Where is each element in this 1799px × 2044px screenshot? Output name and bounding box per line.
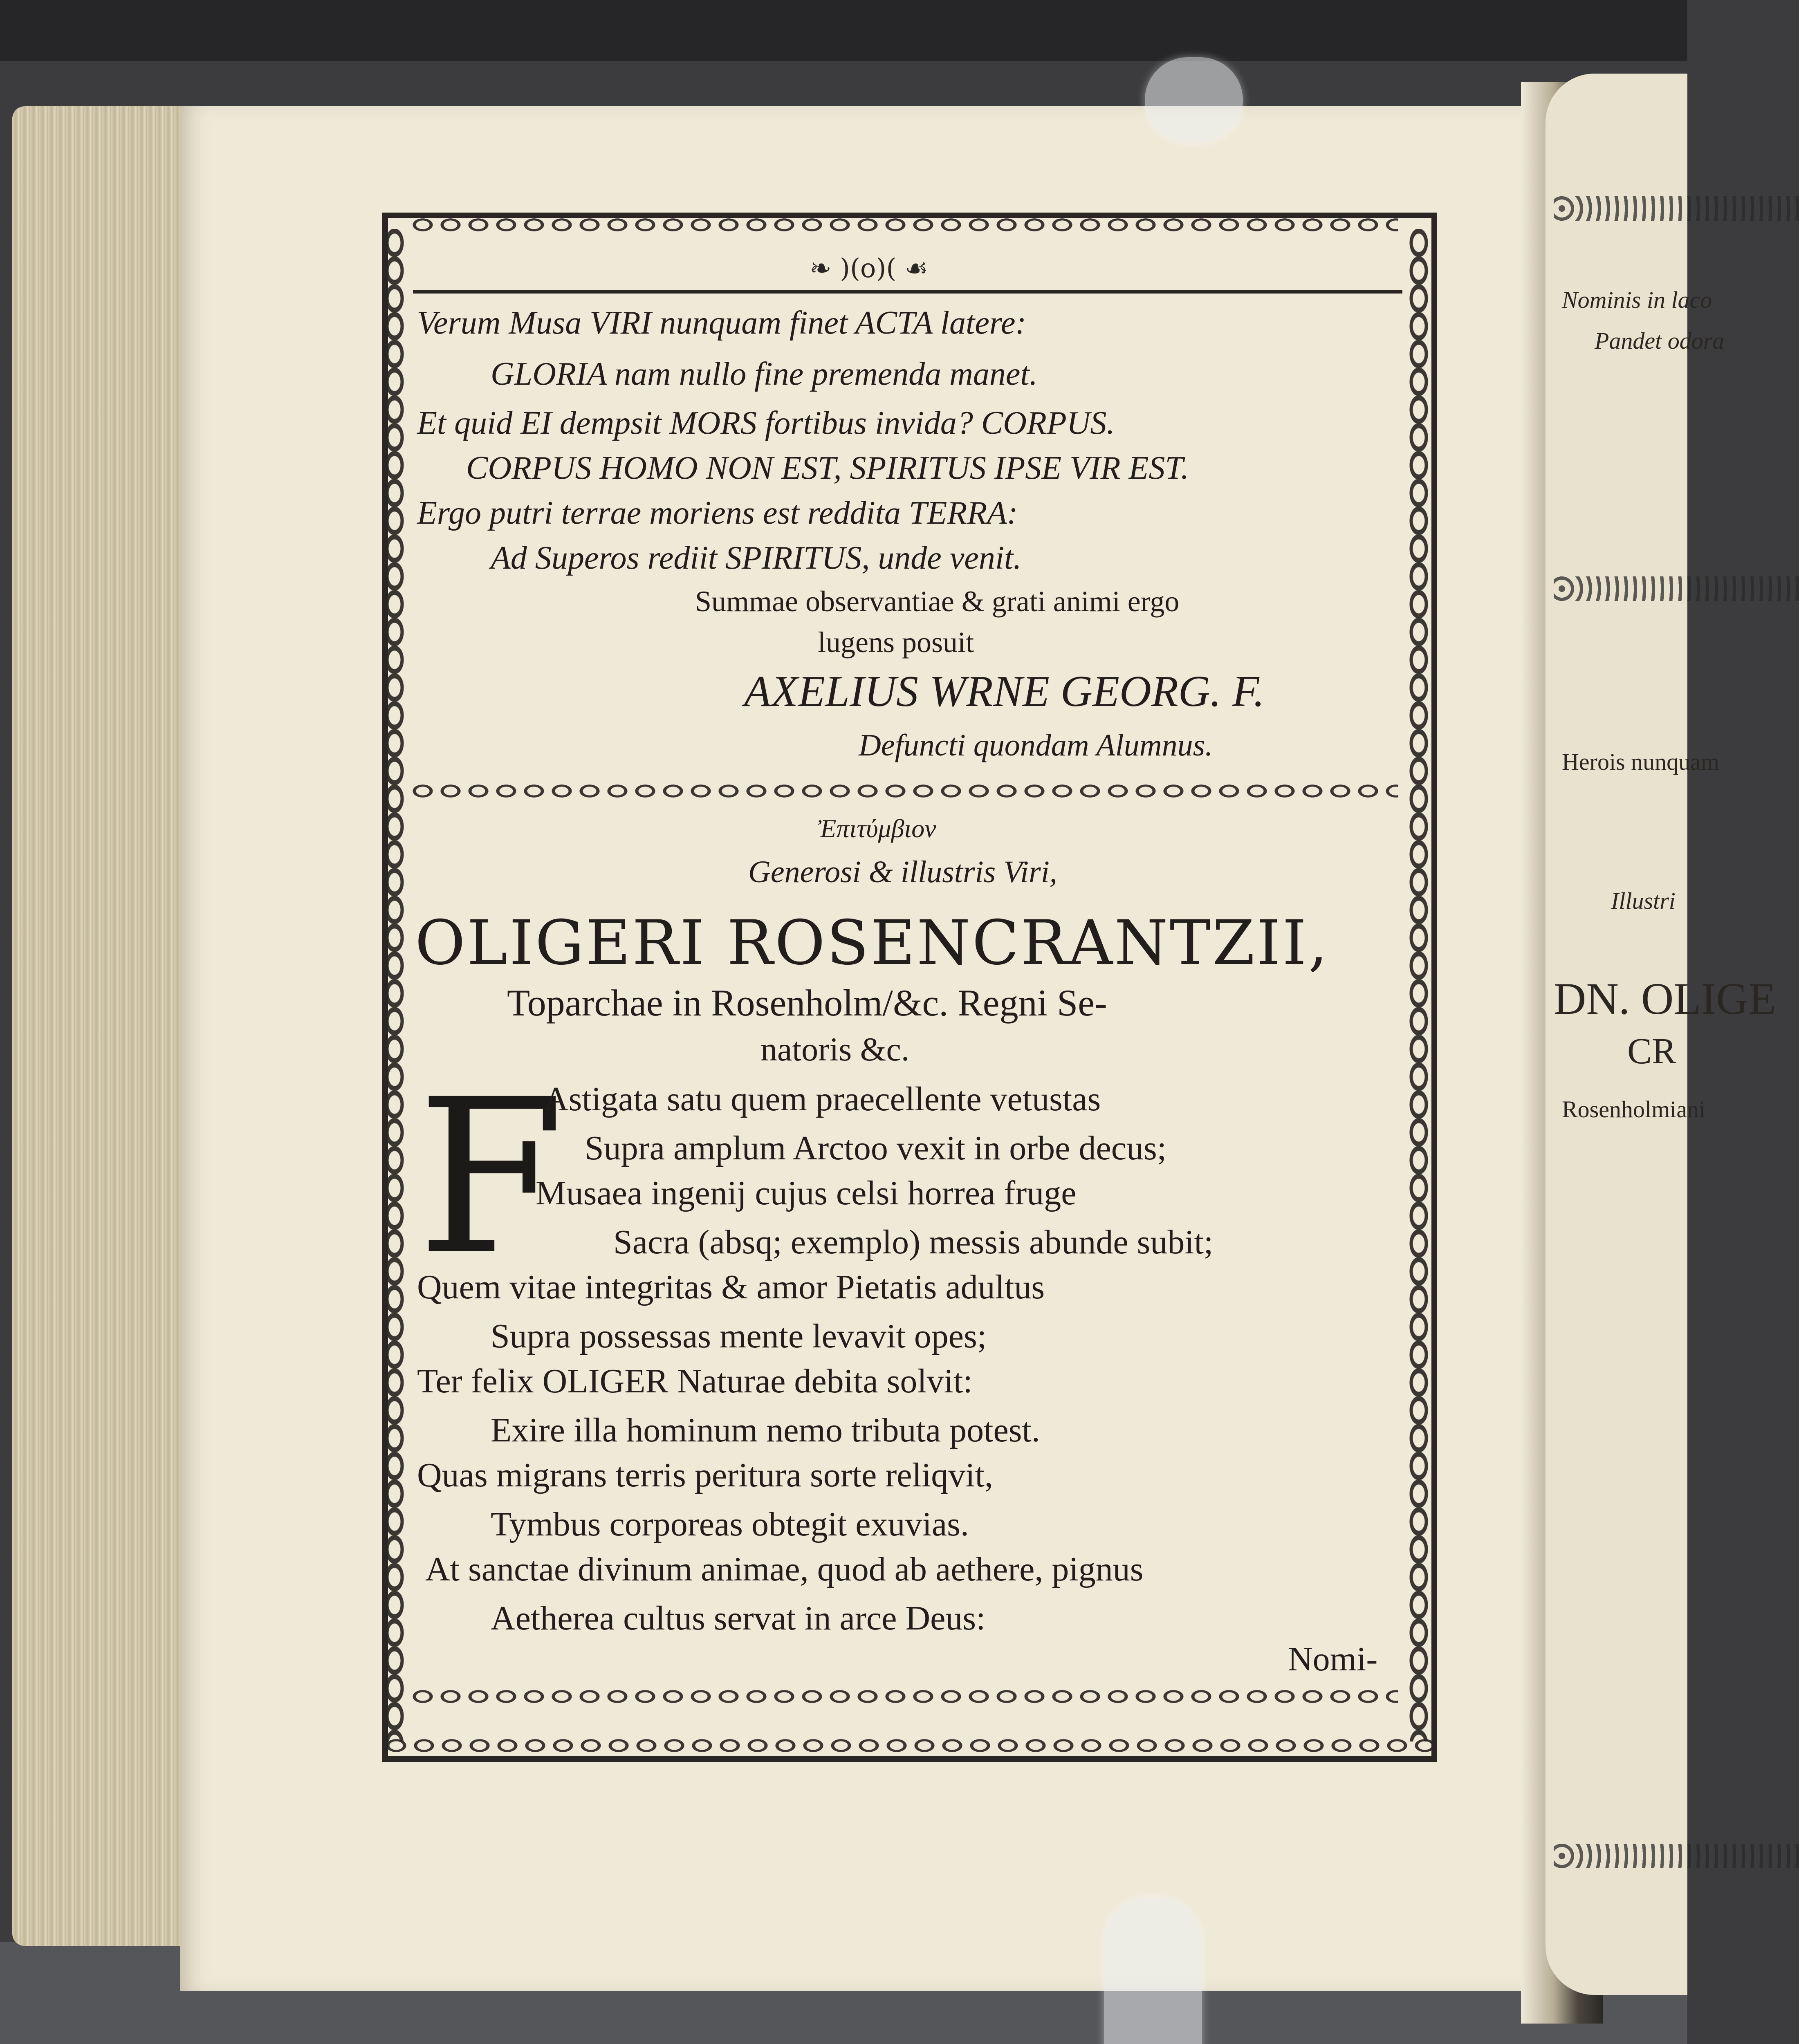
verse-line: Et quid EI dempsit MORS fortibus invida? CORPUS. (417, 405, 1115, 441)
epitaph-subtitle: Generosi & illustris Viri, (748, 855, 1057, 889)
verse-line: Verum Musa VIRI nunquam finet ACTA latere: (417, 305, 1027, 341)
verse-line: Aetherea cultus servat in arce Deus: (491, 1599, 986, 1637)
header-ornament: ❧ )(o)( ☙ (810, 253, 929, 284)
epitaph-title: natoris &c. (760, 1031, 910, 1068)
verse-line: CORPUS HOMO NON EST, SPIRITUS IPSE VIR EST. (466, 450, 1189, 486)
epitaph-title: Toparchae in Rosenholm/&c. Regni Se- (507, 982, 1107, 1024)
page-clip-top (1145, 57, 1243, 143)
chain-border-right (1406, 229, 1431, 1741)
verse-line: Quas migrans terris peritura sorte reliqvit, (417, 1456, 993, 1494)
dedication-line: Summae observantiae & grati animi ergo (695, 585, 1180, 618)
verse-line: At sanctae divinum animae, quod ab aethere, pignus (425, 1550, 1144, 1588)
scanner-background-top (0, 0, 1687, 61)
verse-line: Sacra (absq; exemplo) messis abunde subit; (613, 1223, 1214, 1261)
page-clip-bottom (1104, 1897, 1202, 2044)
verse-line: Ad Superos rediit SPIRITUS, unde venit. (491, 540, 1022, 576)
verse-line: Quem vitae integritas & amor Pietatis adultus (417, 1268, 1045, 1306)
catchword: Nomi- (1288, 1640, 1378, 1678)
verse-line: Astigata satu quem praecellente vetustas (544, 1080, 1101, 1118)
epitaph-greek-heading: Ἐπιτύμβιον (818, 814, 936, 843)
facing-page-text: CR (1627, 1031, 1677, 1071)
dedication-line: lugens posuit (818, 626, 974, 659)
facing-page-text: Rosenholmiani (1562, 1096, 1706, 1123)
verse-line: Exire illa hominum nemo tributa potest. (491, 1411, 1040, 1449)
facing-page-text: DN. OLIGE (1554, 974, 1776, 1024)
chain-border-top (409, 213, 1398, 237)
facing-page-ornament (1554, 576, 1799, 601)
verse-line: GLORIA nam nullo fine premenda manet. (491, 356, 1038, 392)
facing-page-ornament (1554, 196, 1799, 221)
drop-cap: F (417, 1053, 565, 1301)
verse-line: Ter felix OLIGER Naturae debita solvit: (417, 1362, 973, 1400)
verse-line: Musaea ingenij cujus celsi horrea fruge (536, 1174, 1077, 1212)
dedication-role: Defuncti quondam Alumnus. (859, 728, 1213, 762)
verse-line: Supra amplum Arctoo vexit in orbe decus; (585, 1129, 1167, 1167)
facing-page-text: Nominis in laco (1562, 287, 1712, 313)
facing-page (1546, 74, 1776, 1995)
facing-page-text: Herois nunquam (1562, 749, 1719, 775)
facing-page-text: Illustri (1611, 888, 1676, 914)
page-edges (12, 106, 184, 1946)
facing-page-ornament (1554, 1844, 1799, 1868)
chain-border-bottom (409, 1684, 1398, 1709)
chain-border-middle (409, 779, 1398, 803)
chain-border-outer-bottom (382, 1733, 1437, 1758)
facing-page-text: Pandet odora (1595, 327, 1725, 354)
header-rule (413, 290, 1402, 294)
verse-line: Ergo putri terrae moriens est reddita TERRA: (417, 495, 1018, 531)
dedication-author: AXELIUS WRNE GEORG. F. (744, 667, 1265, 716)
verse-line: Tymbus corporeas obtegit exuvias. (491, 1505, 969, 1543)
verse-line: Supra possessas mente levavit opes; (491, 1317, 987, 1355)
chain-border-left (382, 229, 407, 1741)
epitaph-name: OLIGERI ROSENCRANTZII, (415, 908, 1330, 979)
